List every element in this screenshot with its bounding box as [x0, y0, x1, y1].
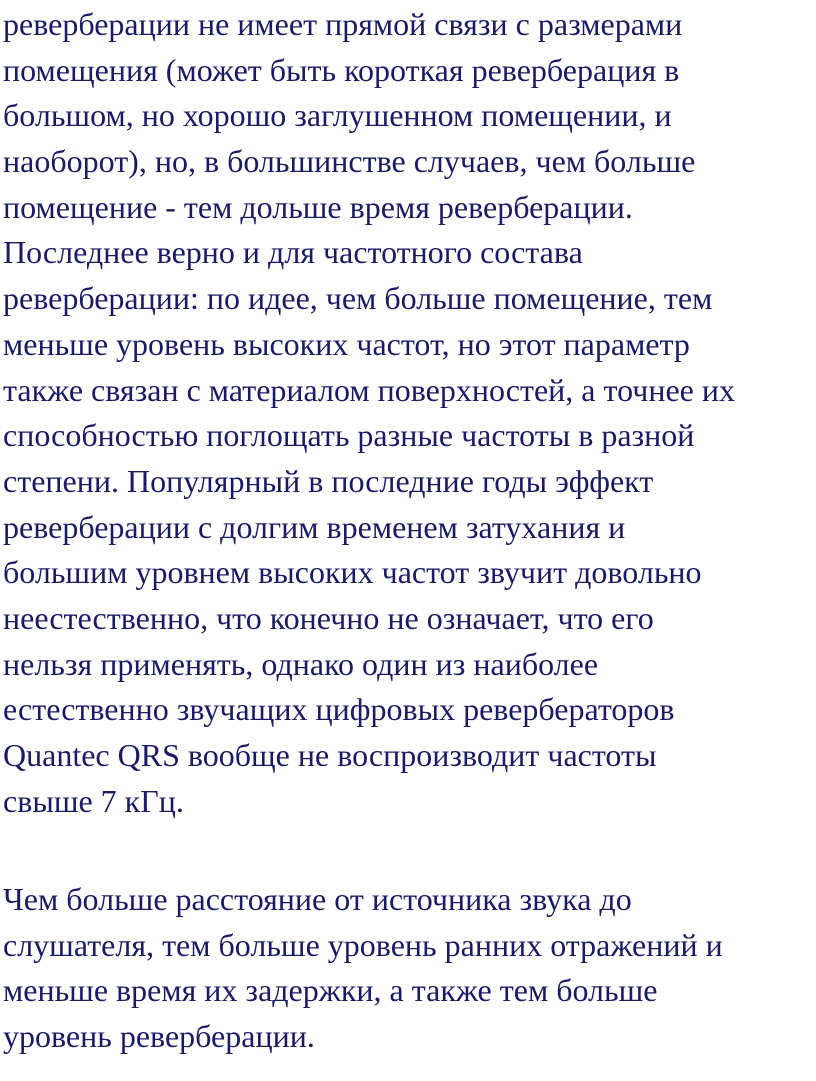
text-line: реверберации с долгим временем затухания и [3, 508, 626, 545]
text-line: нельзя применять, однако один из наиболее [3, 645, 599, 682]
text-line: слушателя, тем больше уровень ранних отражений и [3, 926, 723, 963]
text-line: также связан с материалом поверхностей, а точнее их [3, 371, 735, 408]
text-line: большом, но хорошо заглушенном помещении, и [3, 97, 672, 134]
text-line: неестественно, что конечно не означает, что его [3, 599, 654, 636]
text-line: способностью поглощать разные частоты в разной [3, 417, 695, 454]
paragraph-source-distance [3, 877, 813, 1060]
text-line: меньше уровень высоких частот, но этот параметр [3, 325, 690, 362]
text-line: помещение - тем дольше время реверберации. [3, 188, 633, 225]
text-line: большим уровнем высоких частот звучит довольно [3, 554, 702, 591]
text-line: наоборот), но, в большинстве случаев, чем больше [3, 143, 696, 180]
text-line: реверберации: по идее, чем больше помещение, тем [3, 280, 713, 317]
text-line: уровень реверберации. [3, 1018, 315, 1055]
text-line: естественно звучащих цифровых ревербераторов [3, 691, 675, 728]
text-line: меньше время их задержки, а также тем больше [3, 972, 658, 1009]
text-line: помещения (может быть короткая реверберация в [3, 51, 680, 88]
text-line: свыше 7 кГц. [3, 782, 184, 819]
paragraph-reverb-room-size [3, 2, 813, 824]
text-line: Последнее верно и для частотного состава [3, 234, 583, 271]
text-line: Чем больше расстояние от источника звука до [3, 881, 632, 917]
text-line: реверберации не имеет прямой связи с размерами [3, 6, 683, 42]
text-line: степени. Популярный в последние годы эффект [3, 462, 654, 499]
text-line: Quantec QRS вообще не воспроизводит частоты [3, 737, 657, 773]
